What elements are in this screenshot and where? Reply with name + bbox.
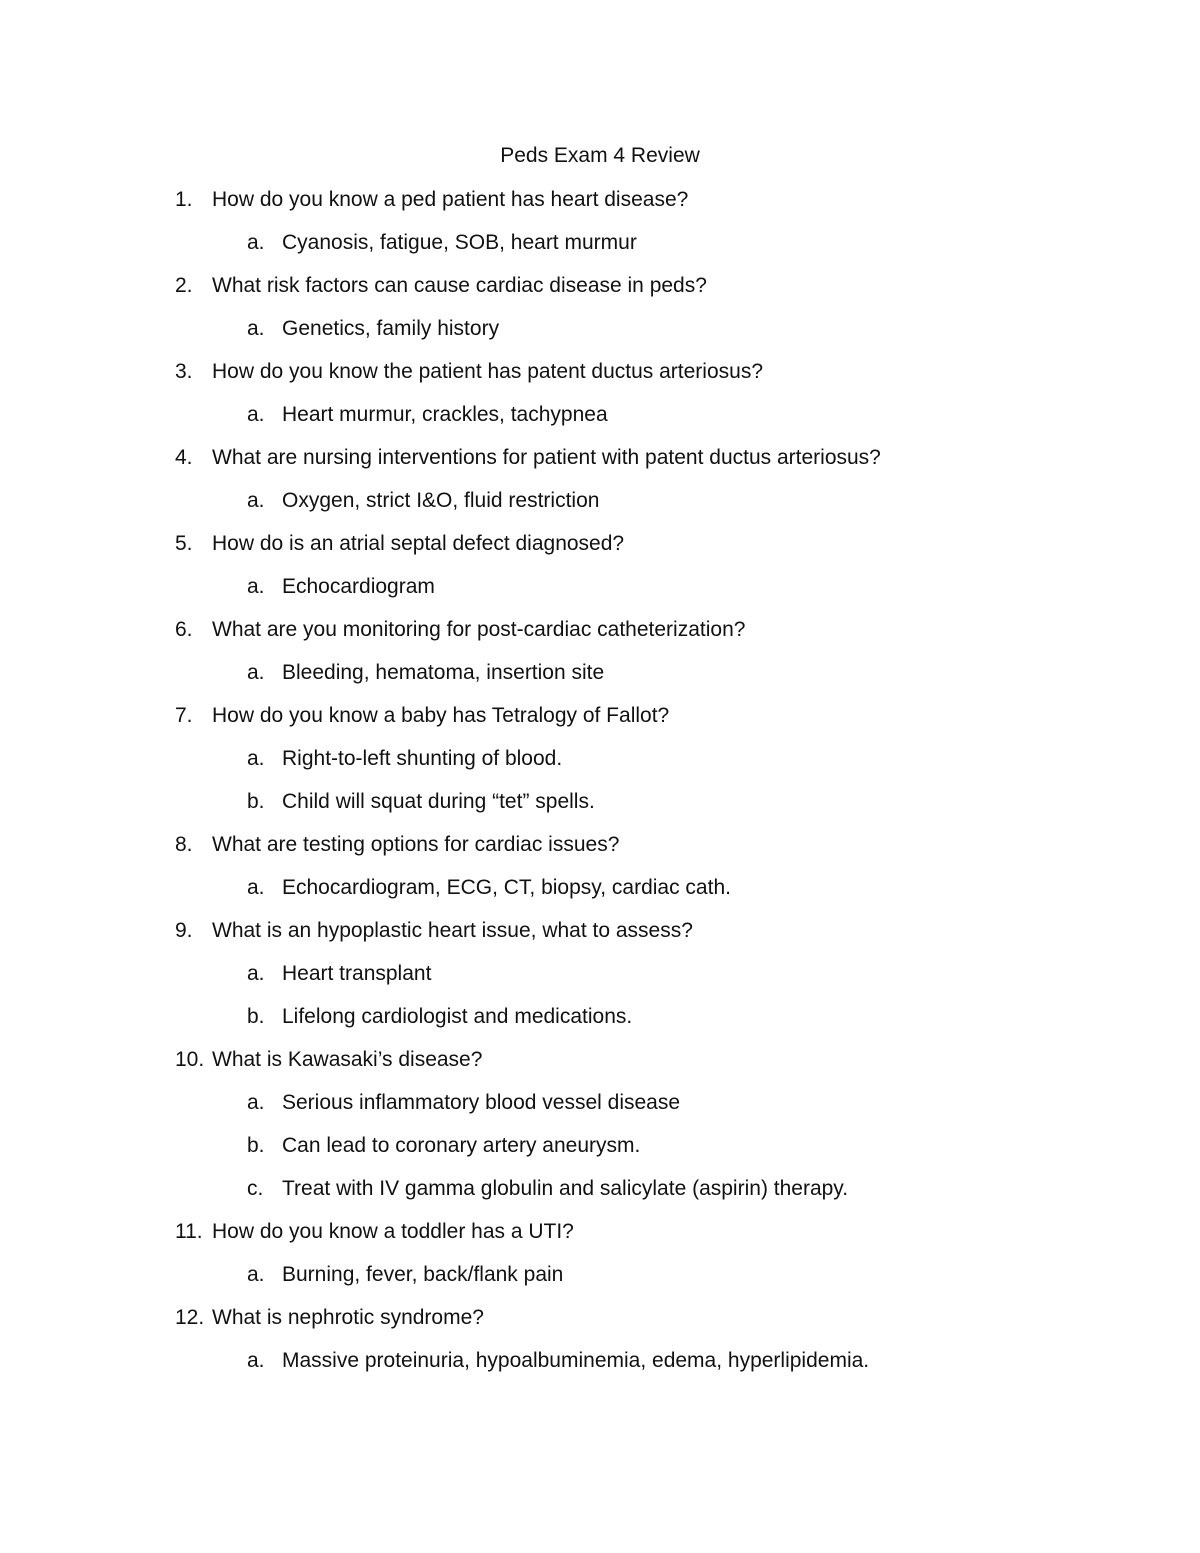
- question-number: 6.: [175, 618, 193, 641]
- answer-text: Right-to-left shunting of blood.: [282, 747, 563, 770]
- question-text: What are testing options for cardiac issues?: [212, 833, 620, 856]
- answer-text: Treat with IV gamma globulin and salicylate (aspirin) therapy.: [282, 1177, 849, 1200]
- question-text: What are nursing interventions for patient with patent ductus arteriosus?: [212, 446, 881, 469]
- answer-letter: a.: [247, 747, 265, 770]
- answer-text: Serious inflammatory blood vessel disease: [282, 1091, 681, 1114]
- question-text: What is nephrotic syndrome?: [212, 1306, 484, 1329]
- answer-letter: a.: [247, 661, 265, 684]
- question-text: What are you monitoring for post-cardiac catheterization?: [212, 618, 746, 641]
- answer-text: Bleeding, hematoma, insertion site: [282, 661, 605, 684]
- answer-letter: a.: [247, 962, 265, 985]
- question-text: What is Kawasaki’s disease?: [212, 1048, 483, 1071]
- answer-text: Massive proteinuria, hypoalbuminemia, edema, hyperlipidemia.: [282, 1349, 870, 1372]
- question-number: 11.: [175, 1220, 203, 1243]
- question-number: 7.: [175, 704, 193, 727]
- question-number: 10.: [175, 1048, 205, 1071]
- question-number: 1.: [175, 188, 193, 211]
- answer-letter: a.: [247, 1091, 265, 1114]
- question-number: 8.: [175, 833, 193, 856]
- question-text: How do you know the patient has patent ductus arteriosus?: [212, 360, 764, 383]
- question-number: 3.: [175, 360, 193, 383]
- answer-text: Lifelong cardiologist and medications.: [282, 1005, 633, 1028]
- question-text: What is an hypoplastic heart issue, what to assess?: [212, 919, 693, 942]
- answer-text: Echocardiogram, ECG, CT, biopsy, cardiac cath.: [282, 876, 731, 899]
- question-text: How do you know a baby has Tetralogy of Fallot?: [212, 704, 670, 727]
- question-number: 9.: [175, 919, 193, 942]
- answer-text: Cyanosis, fatigue, SOB, heart murmur: [282, 231, 637, 254]
- answer-text: Can lead to coronary artery aneurysm.: [282, 1134, 641, 1157]
- answer-letter: a.: [247, 403, 265, 426]
- question-text: How do you know a toddler has a UTI?: [212, 1220, 574, 1243]
- answer-letter: b.: [247, 790, 265, 813]
- question-text: How do you know a ped patient has heart disease?: [212, 188, 689, 211]
- answer-letter: a.: [247, 489, 265, 512]
- answer-text: Burning, fever, back/flank pain: [282, 1263, 564, 1286]
- answer-letter: a.: [247, 317, 265, 340]
- answer-text: Child will squat during “tet” spells.: [282, 790, 595, 813]
- question-number: 12.: [175, 1306, 205, 1329]
- answer-letter: a.: [247, 876, 265, 899]
- question-text: What risk factors can cause cardiac disease in peds?: [212, 274, 707, 297]
- answer-text: Heart murmur, crackles, tachypnea: [282, 403, 608, 426]
- answer-letter: a.: [247, 575, 265, 598]
- question-text: How do is an atrial septal defect diagnosed?: [212, 532, 625, 555]
- answer-text: Oxygen, strict I&O, fluid restriction: [282, 489, 600, 512]
- answer-text: Genetics, family history: [282, 317, 500, 340]
- answer-letter: b.: [247, 1134, 265, 1157]
- question-number: 4.: [175, 446, 193, 469]
- document-title: Peds Exam 4 Review: [500, 144, 700, 167]
- answer-letter: b.: [247, 1005, 265, 1028]
- answer-letter: a.: [247, 231, 265, 254]
- answer-text: Echocardiogram: [282, 575, 435, 598]
- answer-text: Heart transplant: [282, 962, 432, 985]
- question-number: 2.: [175, 274, 193, 297]
- question-number: 5.: [175, 532, 193, 555]
- answer-letter: a.: [247, 1349, 265, 1372]
- answer-letter: a.: [247, 1263, 265, 1286]
- answer-letter: c.: [247, 1177, 264, 1200]
